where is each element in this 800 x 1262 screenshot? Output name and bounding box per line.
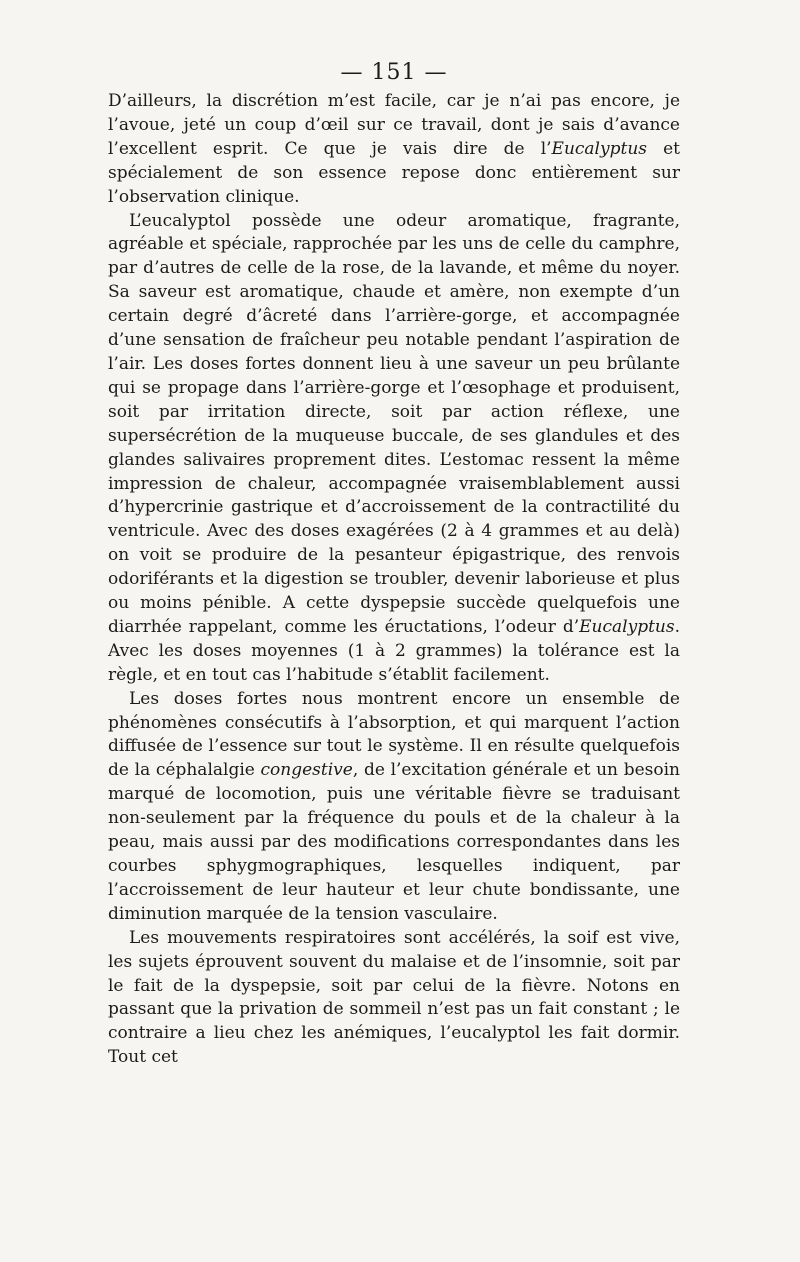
paragraph-3-italic-congestive: congestive — [260, 760, 353, 781]
paragraph-1 — [108, 90, 680, 210]
paragraph-4 — [108, 927, 680, 1070]
paragraph-1-italic-eucalyptus: Eucalyptus — [551, 138, 647, 159]
paragraph-1-text-b: et spécialement de son essence repose donc entièrement sur l’observation clinique. — [108, 138, 680, 207]
paragraph-2-italic-eucalyptus: Eucalyptus — [579, 616, 675, 637]
paragraph-4-text: Les mouvements respiratoires sont accélérés, la soif est vive, les sujets éprouvent souvent du malaise et de l’insomnie, soit par le fait de la dyspepsie, soit par celui de la fièvre. Notons en passant que la privation de sommeil n’est pas un fait constant ; le contraire a lieu chez les anémiques, l’eucalyptol les fait dormir. Tout cet — [108, 927, 680, 1068]
paragraph-2 — [108, 210, 680, 688]
book-page — [108, 56, 680, 1070]
page-number: — 151 — — [340, 60, 448, 85]
paragraph-2-text-a: L’eucalyptol possède une odeur aromatique, fragrante, agréable et spéciale, rapprochée par les uns de celle du camphre, par d’autres de celle de la rose, de la lavande, et même du noyer. Sa saveur est aromatique, chaude et amère, non exempte d’un certain degré d’âcreté dans l’arrière-gorge, et accompagnée d’une sensation de fraîcheur peu notable pendant l’aspiration de l’air. Les doses fortes donnent lieu à une saveur un peu brûlante qui se propage dans l’arrière-gorge et l’œsophage et produisent, soit par irritation directe, soit par action réflexe, une supersécrétion de la muqueuse buccale, de ses glandules et des glandes salivaires proprement dites. L’estomac ressent la même impression de chaleur, accompagnée vraisemblablement aussi d’hypercrinie gastrique et d’accroissement de la contractilité du ventricule. Avec des doses exagérées (2 à 4 grammes et au delà) on voit se produire de la pesanteur épigastrique, des renvois odoriférants et la digestion se troubler, devenir laborieuse et plus ou moins pénible. A cette dyspepsie succède quelquefois une diarrhée rappelant, comme les éructations, l’odeur d’ — [108, 210, 680, 637]
paragraph-3 — [108, 688, 680, 927]
paragraph-1-text-a: D’ailleurs, la discrétion m’est facile, car je n’ai pas encore, je l’avoue, jeté un coup d’œil sur ce travail, dont je sais d’avance l’excellent esprit. Ce que je vais dire de l’ — [108, 91, 680, 159]
body-text — [108, 90, 680, 1070]
paragraph-2-text-b: . Avec les doses moyennes (1 à 2 grammes) la tolérance est la règle, et en tout cas l’habitude s’établit facilement. — [108, 616, 680, 685]
paragraph-3-text-a: Les doses fortes nous montrent encore un ensemble de phénomènes consécutifs à l’absorption, et qui marquent l’action diffusée de l’essence sur tout le système. Il en résulte quelquefois de la céphalalgie — [108, 688, 680, 781]
paragraph-3-text-b: , de l’excitation générale et un besoin marqué de locomotion, puis une véritable fièvre se traduisant non-seulement par la fréquence du pouls et de la chaleur à la peau, mais aussi par des modifications correspondantes dans les courbes sphygmographiques, lesquelles indiquent, par l’accroissement de leur hauteur et leur chute bondissante, une diminution marquée de la tension vasculaire. — [108, 760, 680, 924]
